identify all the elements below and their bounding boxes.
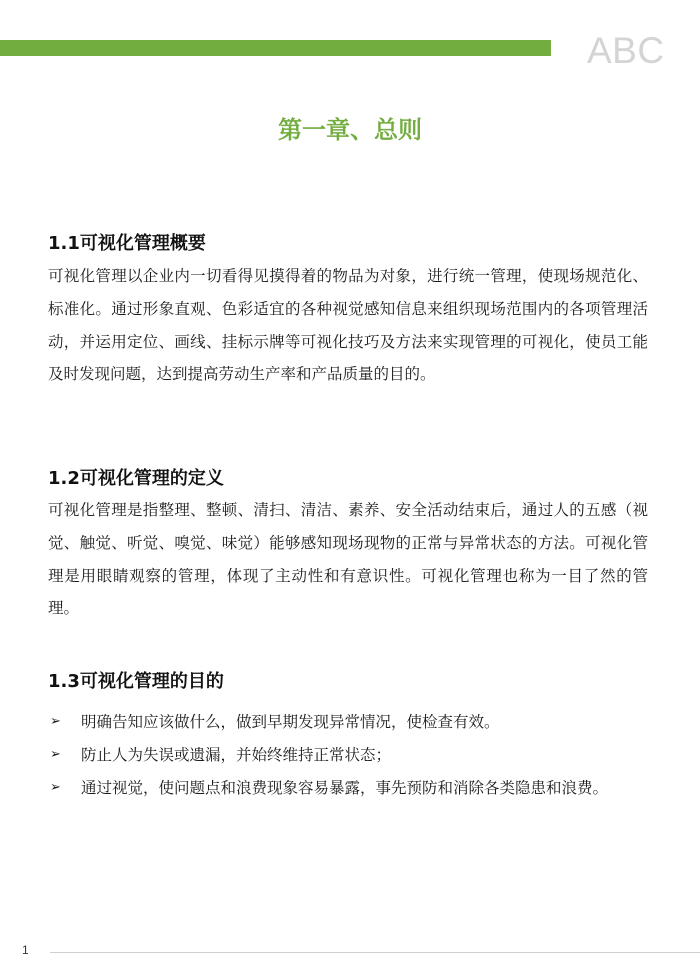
arrow-bullet-icon: ➢ bbox=[50, 779, 61, 795]
purpose-bullet-list bbox=[48, 706, 648, 804]
section-body-1-1: 可视化管理以企业内一切看得见摸得着的物品为对象，进行统一管理，使现场规范化、标准化。通过形象直观、色彩适宜的各种视觉感知信息来组织现场范围内的各项管理活动，并运用定位、画线、挂标示牌等可视化技巧及方法来实现管理的可视化，使员工能及时发现问题，达到提高劳动生产率和产品质量的目的。 bbox=[48, 267, 648, 384]
arrow-bullet-icon: ➢ bbox=[50, 714, 61, 729]
header-accent-bar bbox=[0, 40, 551, 56]
purpose-bullet-item bbox=[48, 739, 648, 772]
section-heading-1-2: 1.2可视化管理的定义 bbox=[48, 468, 224, 489]
purpose-bullet-text: 通过视觉，使问题点和浪费现象容易暴露，事先预防和消除各类隐患和浪费。 bbox=[81, 778, 609, 797]
purpose-bullet-text: 防止人为失误或遗漏，并始终维持正常状态； bbox=[81, 745, 392, 764]
brand-logo-text: ABC bbox=[587, 30, 665, 71]
chapter-title: 第一章、总则 bbox=[278, 116, 422, 144]
section-heading-1-3: 1.3可视化管理的目的 bbox=[48, 671, 224, 692]
purpose-bullet-item bbox=[48, 706, 648, 739]
purpose-bullet-text: 明确告知应该做什么，做到早期发现异常情况，使检查有效。 bbox=[81, 713, 500, 731]
arrow-bullet-icon: ➢ bbox=[50, 746, 61, 762]
section-body-1-2: 可视化管理是指整理、整顿、清扫、清洁、素养、安全活动结束后，通过人的五感（视觉、触觉、听觉、嗅觉、味觉）能够感知现场现物的正常与异常状态的方法。可视化管理是用眼睛观察的管理，体现了主动性和有意识性。可视化管理也称为一目了然的管理。 bbox=[48, 501, 648, 618]
section-heading-1-1: 1.1可视化管理概要 bbox=[48, 233, 206, 254]
page-number: 1 bbox=[22, 943, 29, 957]
footer-divider bbox=[50, 952, 700, 953]
purpose-bullet-item bbox=[48, 772, 648, 805]
